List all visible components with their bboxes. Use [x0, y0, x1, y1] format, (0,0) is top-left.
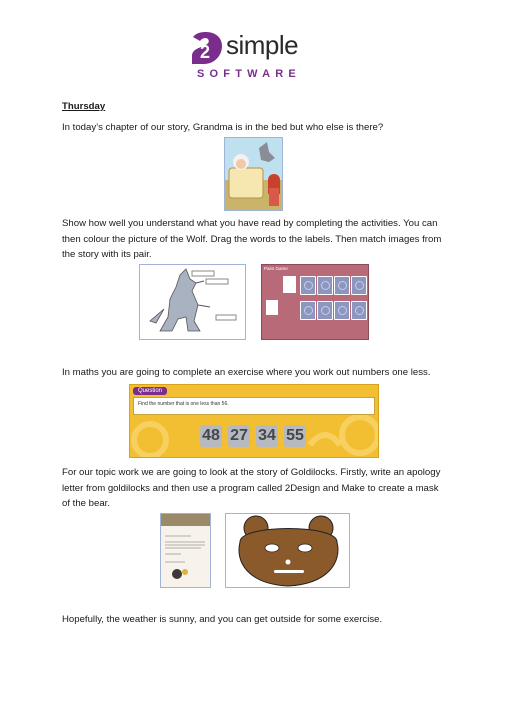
pairs-card[interactable] — [300, 301, 316, 320]
letter-page-icon — [161, 514, 211, 588]
grandma-wolf-illustration — [224, 137, 283, 211]
pairs-card[interactable] — [351, 301, 367, 320]
question-box — [133, 397, 375, 415]
pairs-reveal-card — [283, 276, 296, 293]
answer-option[interactable]: 55 — [284, 425, 306, 447]
question-text: Find the number that is one less than 56. — [138, 401, 229, 407]
pairs-side-card — [266, 300, 278, 315]
number-pattern-background — [130, 385, 379, 458]
svg-text:2: 2 — [199, 42, 211, 62]
paragraph-maths: In maths you are going to complete an exercise where you work out numbers one less. — [62, 367, 431, 378]
answer-option[interactable]: 34 — [256, 425, 278, 447]
pairs-card[interactable] — [334, 301, 350, 320]
maths-one-less-activity[interactable] — [129, 384, 379, 458]
wolf-labelling-activity[interactable] — [139, 264, 246, 340]
apology-letter-activity[interactable] — [160, 513, 211, 588]
pairs-card[interactable] — [300, 276, 316, 295]
wolf-drawing-icon — [140, 265, 246, 340]
page-heading: Thursday — [62, 101, 106, 112]
bedroom-scene-icon — [225, 138, 283, 211]
pairs-card[interactable] — [334, 276, 350, 295]
pairs-card[interactable] — [317, 276, 333, 295]
logo-mark-icon — [188, 30, 224, 66]
bear-mask-activity[interactable] — [225, 513, 350, 588]
pairs-game-activity[interactable] — [261, 264, 369, 340]
answer-option[interactable]: 27 — [228, 425, 250, 447]
paragraph-reading-activities: Show how well you understand what you have read by completing the activities. You can then colour the picture of the Wolf. Drag the words to the labels. Then match images from the story with its pair. — [62, 218, 442, 260]
answer-option[interactable]: 48 — [200, 425, 222, 447]
pairs-card[interactable] — [351, 276, 367, 295]
paragraph-topic-work: For our topic work we are going to look at the story of Goldilocks. Firstly, write an apology letter from goldilocks and then use a program called 2Design and Make to create a mask of the bear. — [62, 467, 441, 509]
paragraph-intro: In today’s chapter of our story, Grandma is in the bed but who else is there? — [62, 122, 384, 133]
logo-subtitle: SOFTWARE — [197, 68, 301, 80]
pairs-card[interactable] — [317, 301, 333, 320]
logo-word: simple — [226, 30, 299, 60]
paragraph-outside: Hopefully, the weather is sunny, and you can get outside for some exercise. — [62, 614, 383, 625]
question-badge: Question — [133, 387, 167, 395]
pairs-game-title: Pairs Game — [264, 266, 288, 271]
brand-logo — [188, 28, 328, 84]
bear-mask-icon — [226, 514, 350, 588]
